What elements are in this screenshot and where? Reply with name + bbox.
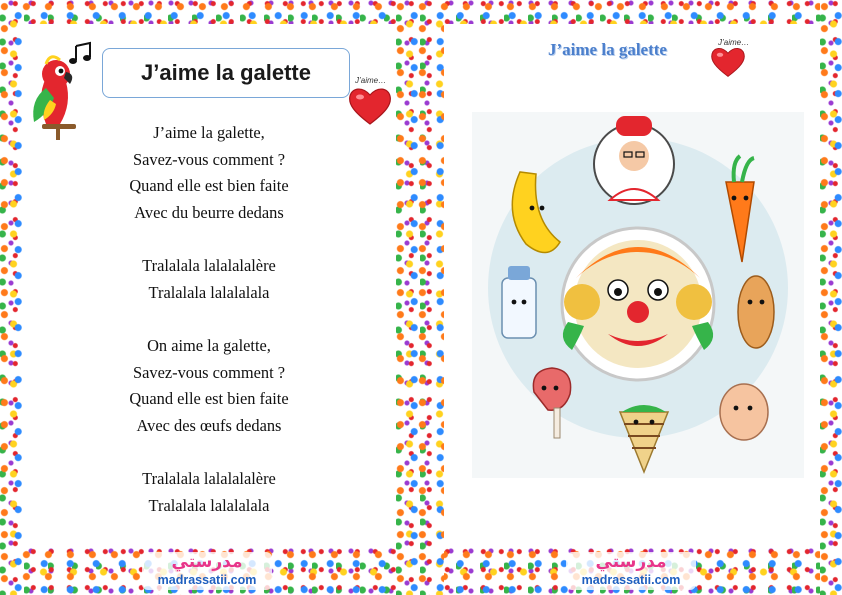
clown-face-plate-icon [562, 228, 714, 380]
lyric-line: On aime la galette, [147, 336, 271, 355]
left-page [22, 24, 396, 548]
lyric-line: Savez-vous comment ? [132, 362, 286, 382]
page-title: J’aime la galette [548, 40, 667, 59]
logo-arabic-text: مدرستي [595, 552, 667, 572]
heart-icon [710, 46, 746, 78]
egg-icon [720, 384, 768, 440]
right-page [444, 24, 820, 548]
stanza [22, 253, 396, 306]
lyric-line: Avec du beurre dedans [134, 202, 284, 222]
music-note-icon [69, 43, 91, 64]
lyric-line: Savez-vous comment ? [132, 149, 286, 169]
lyric-line: Avec des œufs dedans [136, 415, 282, 435]
heart-caption: J’aime… [355, 76, 387, 85]
song-lyrics [22, 120, 396, 546]
site-logo[interactable] [566, 552, 696, 590]
logo-site-url: madrassatii.com [581, 573, 681, 587]
decorative-border-middle [396, 0, 444, 595]
page-title: J’aime la galette [141, 60, 311, 85]
stanza [22, 333, 396, 439]
lyric-line: Quand elle est bien faite [129, 389, 289, 408]
stanza [22, 466, 396, 519]
bread-icon [738, 276, 774, 348]
logo-arabic-text: مدرستي [171, 552, 243, 572]
lyric-line: Quand elle est bien faite [129, 176, 289, 195]
stanza [22, 120, 396, 226]
site-logo[interactable] [142, 552, 272, 590]
heart-caption: J’aime… [718, 38, 750, 47]
lyric-line: Tralalala lalalalala [148, 282, 270, 302]
lyric-line: Tralalala lalalalalère [142, 256, 276, 275]
decorative-border-right [820, 0, 842, 595]
title-frame [102, 48, 350, 98]
logo-site-url: madrassatii.com [157, 573, 257, 587]
lyric-line: Tralalala lalalalalère [142, 469, 276, 488]
lyric-line: J’aime la galette, [153, 123, 265, 142]
lyric-line: Tralalala lalalalala [148, 495, 270, 515]
food-illustration [472, 112, 804, 478]
